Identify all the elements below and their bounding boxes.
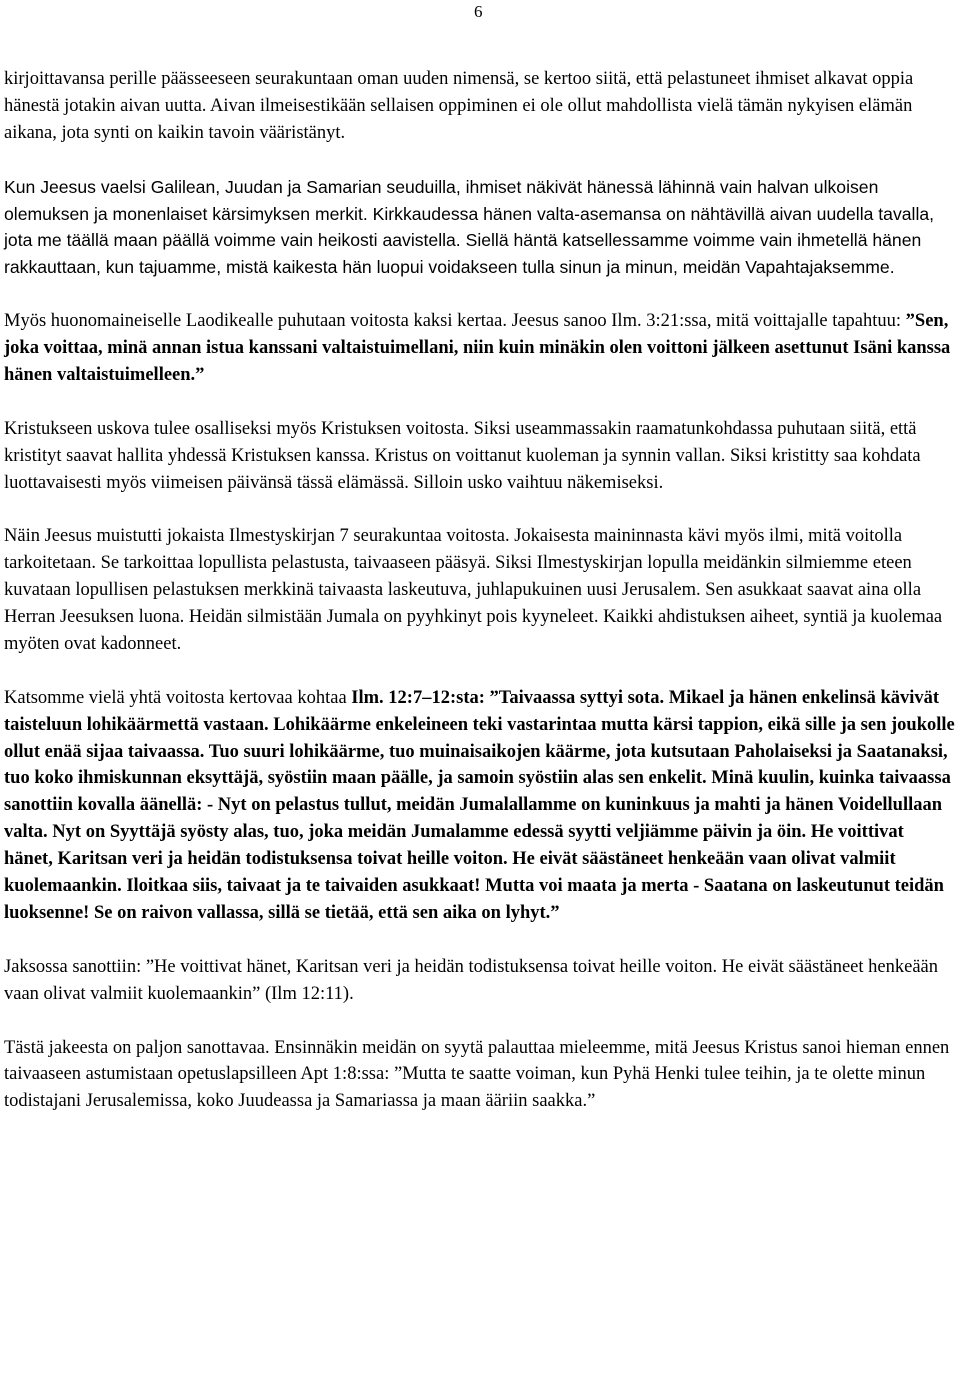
paragraph-2-text-b: Kirkkaudessa hänen valta-asemansa on nähtävillä aivan uudella tavalla, jota me täällä maan päällä voimme vain heikosti aavistella. Siellä häntä katsellessamme voimme vain ihmetellä hänen rakkauttaan, kun tajuamme, mistä kaikesta hän luopui voidakseen tulla sinun ja minun, meidän Vapahtajaksemme. — [4, 203, 935, 278]
paragraph-3 — [4, 308, 956, 389]
paragraph-8 — [4, 1035, 956, 1116]
paragraph-8-text-a: Tästä jakeesta on paljon sanottavaa. Ensinnäkin meidän on syytä palauttaa mieleemme, mitä Jeesus Kristus sanoi hieman ennen taivaaseen astumistaan opetuslapsilleen Apt 1:8 — [4, 1037, 950, 1085]
paragraph-8-text-b: :ssa — [356, 1064, 385, 1085]
page-number: 6 — [474, 2, 483, 21]
paragraph-7-text-a: Jaksossa sanottiin — [4, 956, 137, 977]
body-text — [4, 66, 956, 1142]
paragraph-7 — [4, 954, 956, 1008]
paragraph-8-text-c: : ”Mutta te saatte voiman, kun Pyhä Henki tulee teihin, ja te olette minun todistajani Jerusalemissa, koko Juudeassa ja Samariassa ja maan ääriin saakka.” — [4, 1064, 926, 1112]
paragraph-6-quote: Ilm. 12:7–12:sta: ”Taivaassa syttyi sota. Mikael ja hänen enkelinsä kävivät taisteluun lohikäärmettä vastaan. Lohikäärme enkeleineen teki vastarintaa mutta kärsi tappion, eikä sille ja sen joukolle ollut enää sijaa taivaassa. Tuo suuri lohikäärme, tuo muinaisaikojen käärme, jota kutsutaan Paholaiseksi ja Saatanaksi, tuo koko ihmiskunnan eksyttäjä, syöstiin maan päälle, ja samoin syöstiin alas sen enkelit. Minä kuulin, kuinka taivaassa sanottiin kovalla äänellä: - Nyt on pelastus tullut, meidän Jumalallamme on kuninkuus ja mahti ja hänen Voidellullaan valta. Nyt on Syyttäjä syösty alas, tuo, joka meidän Jumalamme edessä syytti veljiämme päivin ja öin. He voittivat hänet, Karitsan veri ja heidän todistuksensa toivat heille voiton. He eivät säästäneet henkeään vaan olivat valmiit kuolemaankin. Iloitkaa siis, taivaat ja te taivaiden asukkaat! Mutta voi maata ja merta - Saatana on laskeutunut teidän luoksenne! Se on raivon vallassa, sillä se tietää, että sen aika on lyhyt.” — [4, 687, 955, 924]
paragraph-7-text-b: : ”He voittivat hänet, Karitsan veri ja heidän todistuksensa toivat heille voiton. He eivät säästäneet henkeään vaan olivat valmiit kuolemaankin” (Ilm 12:11). — [4, 956, 938, 1004]
paragraph-3-text: Myös huonomaineiselle Laodikealle puhutaan voitosta kaksi kertaa. Jeesus sanoo Ilm. 3:21:ssa, mitä voittajalle tapahtuu: — [4, 311, 906, 332]
paragraph-2-text-a: Kun Jeesus vaelsi Galilean, Juudan ja Samarian seuduilla, ihmiset näkivät hänessä lähinnä vain halvan ulkoisen olemuksen ja monenlaiset kärsimyksen merkit. — [4, 176, 879, 224]
paragraph-4-text: Kristukseen uskova tulee osalliseksi myös Kristuksen voitosta. Siksi useammassakin raamatunkohdassa puhutaan siitä, että kristityt saavat hallita yhdessä Kristuksen kanssa. Kristus on voittanut kuoleman ja synnin vallan. Siksi kristitty saa kohdata luottavaisesti myös viimeisen päivänsä tässä elämässä. Silloin usko vaihtuu näkemiseksi. — [4, 418, 921, 493]
paragraph-4 — [4, 416, 956, 497]
paragraph-1-text: kirjoittavansa perille päässeeseen seurakuntaan oman uuden nimensä, se kertoo siitä, että pelastuneet ihmiset alkavat oppia hänestä jotakin aivan uutta. Aivan ilmeisestikään sellaisen oppiminen ei ole ollut mahdollista vielä tämän nykyisen elämän aikana, jota synti on kaikin tavoin vääristänyt. — [4, 69, 914, 143]
paragraph-3-quote: ”Sen, joka voittaa, minä annan istua kanssani valtaistuimellani, niin kuin minäkin olen voittoni jälkeen asettunut Isäni kanssa hänen valtaistuimelleen.” — [4, 311, 951, 385]
paragraph-1 — [4, 66, 956, 147]
paragraph-2 — [4, 174, 956, 282]
paragraph-6-text: Katsomme vielä yhtä voitosta kertovaa kohtaa — [4, 687, 352, 708]
paragraph-6 — [4, 685, 956, 927]
paragraph-5-text: Näin Jeesus muistutti jokaista Ilmestyskirjan 7 seurakuntaa voitosta. Jokaisesta maininnasta kävi myös ilmi, mitä voitolla tarkoitetaan. Se tarkoittaa lopullista pelastusta, taivaaseen pääsyä. Siksi Ilmestyskirjan lopulla meidänkin silmiemme eteen kuvataan lopullisen pelastuksen merkkinä taivaasta laskeutuva, juhlapukuinen uusi Jerusalem. Sen asukkaat saavat aina olla Herran Jeesuksen luona. Heidän silmistään Jumala on pyyhkinyt pois kyyneleet. Kaikki ahdistuksen aiheet, syntiä ja kuolemaa myöten ovat kadonneet. — [4, 526, 943, 654]
paragraph-5 — [4, 523, 956, 658]
